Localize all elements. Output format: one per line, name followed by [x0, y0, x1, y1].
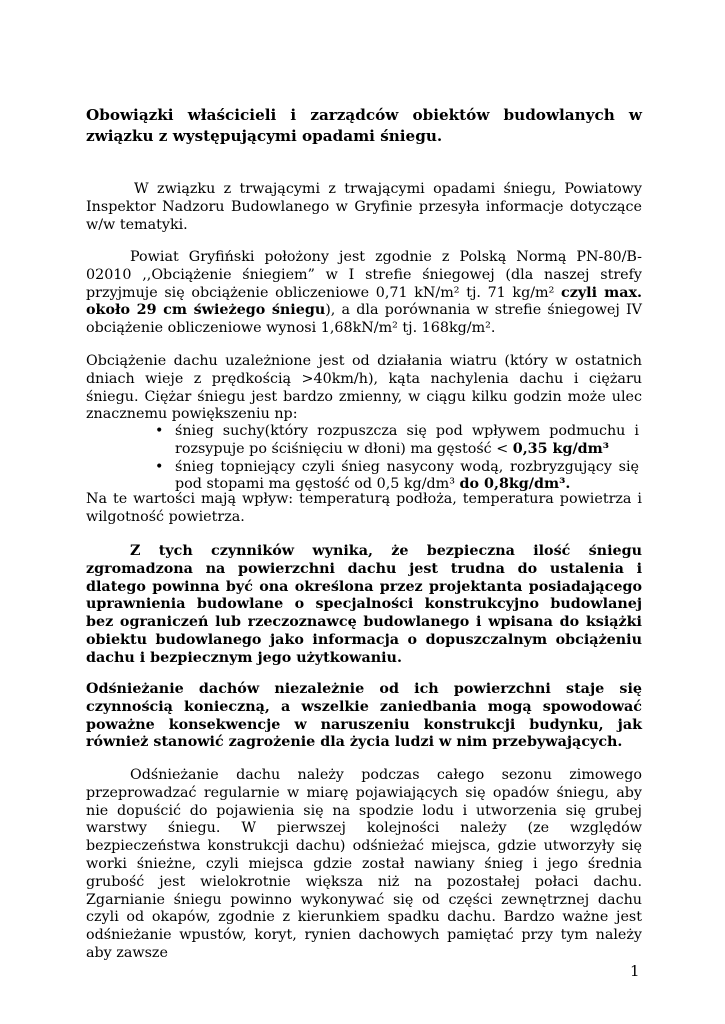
snow-zone-text-c: ), a dla porównania w strefie śniegowej IV obciążenie obliczeniowe wynosi 1,68kN/m² tj. 168kg/m². — [86, 302, 642, 337]
page-number: 1 — [630, 962, 640, 980]
list-item — [155, 458, 639, 495]
paragraph-snow-removal-procedure: Odśnieżanie dachu należy podczas całego sezonu zimowego przeprowadzać regularnie w miarę pojawiających się opadów śniegu, aby nie dopuścić do pojawienia się na spodzie lodu i utworzenia się grubej warstwy śniegu. W pierwszej kolejności należy (ze względów bezpieczeństwa konstrukcji dachu) odśnieżać miejsca, gdzie utworzyły się worki śnieżne, czyli miejsca gdzie został nawiany śnieg i jego średnia grubość jest wielokrotnie większa niż na pozostałej połaci dachu. Zgarnianie śniegu powinno wykonywać się od części zewnętrznej dachu czyli od okapów, zgodnie z kierunkiem spadku dachu. Bardzo ważne jest odśnieżanie wpustów, koryt, rynien dachowych pamiętać przy tym należy aby zawsze — [86, 767, 642, 961]
paragraph-snow-removal-warning: Odśnieżanie dachów niezależnie od ich powierzchni staje się czynnością konieczną, a wszelkie zaniedbania mogą spowodować poważne konsekwencje w naruszeniu konstrukcji budynku, jak również stanowić zagrożenie dla życia ludzi w nim przebywających. — [86, 681, 642, 751]
snow-zone-highlight: czyli max. około 29 cm świeżego śniegu — [86, 284, 642, 319]
bullet-text: śnieg topniejący czyli śnieg nasycony wodą, rozbryzgujący się pod stopami ma gęstość od 0,5 kg/dm³ — [175, 458, 639, 493]
bullet-value: 0,35 kg/dm³ — [512, 440, 610, 457]
bullet-icon: • — [155, 423, 164, 439]
paragraph-influences: Na te wartości mają wpływ: temperaturą podłoża, temperatura powietrza i wilgotność powietrza. — [86, 491, 642, 525]
paragraph-snow-zone — [86, 249, 642, 338]
bullet-value: do 0,8kg/dm³. — [459, 476, 571, 493]
list-item — [155, 423, 639, 459]
paragraph-intro: W związku z trwającymi z trwającymi opadami śniegu, Powiatowy Inspektor Nadzoru Budowlanego w Gryfinie przesyła informacje dotyczące w/w tematyki. — [86, 181, 642, 233]
bullet-icon: • — [155, 458, 164, 475]
paragraph-roof-load: Obciążenie dachu uzależnione jest od działania wiatru (który w ostatnich dniach wieje z prędkością >40km/h), kąta nachylenia dachu i ciężaru śniegu. Ciężar śniegu jest bardzo zmienny, w ciągu kilku godzin może ulec znacznemu powiększeniu np: — [86, 353, 642, 423]
bullet-text: śnieg suchy(który rozpuszcza się pod wpływem podmuchu i rozsypuje po ściśnięciu w dłoni) ma gęstość < — [175, 423, 639, 457]
snow-density-list — [155, 423, 639, 494]
snow-zone-text-a: Powiat Gryfiński położony jest zgodnie z Polską Normą PN-80/B-02010 ,,Obciążenie śniegiem” w I strefie śniegowej (dla naszej strefy przyjmuje się obciążenie obliczeniowe 0,71 kN/m² tj. 71 kg/m² — [86, 249, 642, 301]
paragraph-safe-amount: Z tych czynników wynika, że bezpieczna ilość śniegu zgromadzona na powierzchni dachu jest trudna do ustalenia i dlatego powinna być ona określona przez projektanta posiadającego uprawnienia budowlane o specjalności konstrukcyjno budowlanej bez ograniczeń lub rzeczoznawcę budowlanego i wpisana do książki obiektu budowlanego jako informacja o dopuszczalnym obciążeniu dachu i bezpiecznym jego użytkowaniu. — [86, 543, 642, 666]
document-title: Obowiązki właścicieli i zarządców obiektów budowlanych w związku z występującymi opadami śniegu. — [86, 106, 642, 145]
